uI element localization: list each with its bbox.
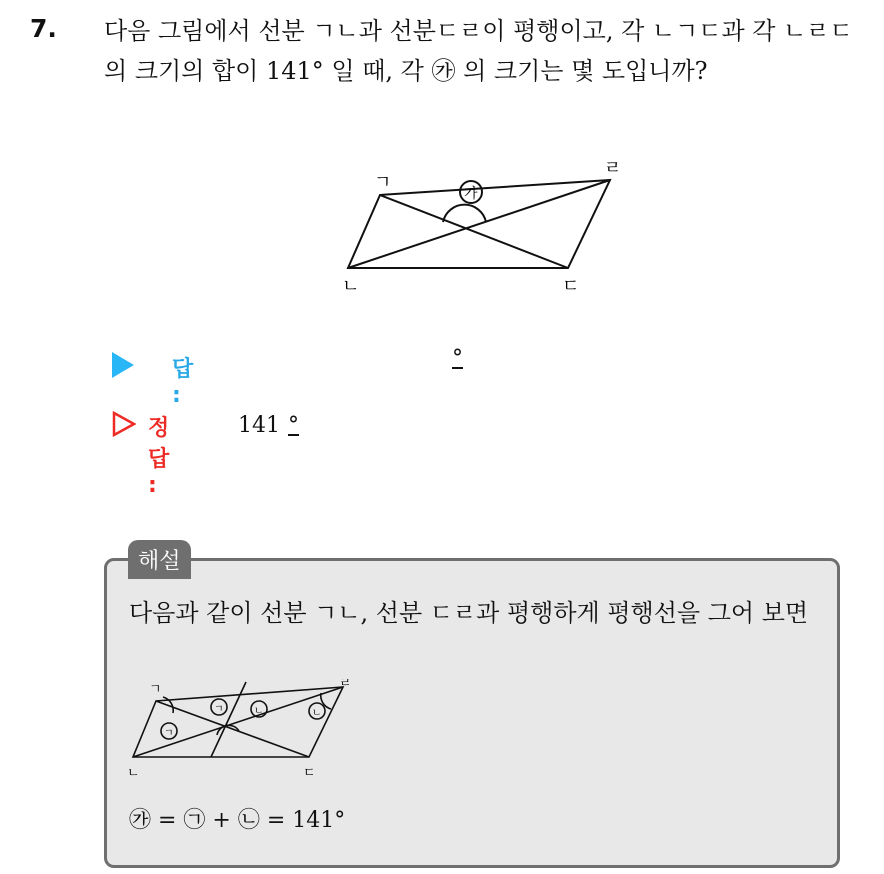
question-text: 다음 그림에서 선분 ㄱㄴ과 선분ㄷㄹ이 평행이고, 각 ㄴㄱㄷ과 각 ㄴㄹㄷ의 크기의 합이 141° 일 때, 각 ㉮ 의 크기는 몇 도입니까? bbox=[104, 17, 853, 85]
exp-parallel-line bbox=[211, 682, 246, 757]
outline-triangle-icon bbox=[112, 411, 136, 437]
explanation-tab: 해설 bbox=[128, 540, 191, 579]
exp-mark-b1: ㄴ bbox=[254, 706, 264, 717]
correct-value bbox=[238, 413, 299, 438]
explanation-formula: ㉮ = ㉠ + ㉡ = 141° bbox=[129, 808, 346, 833]
exp-mark-a2: ㄱ bbox=[214, 704, 224, 715]
exp-label-r: ㄹ bbox=[339, 679, 352, 691]
exp-mark-a1: ㄱ bbox=[164, 728, 174, 739]
angle-label: 가 bbox=[464, 186, 478, 202]
exp-label-d: ㄷ bbox=[303, 766, 316, 781]
exp-label-g: ㄱ bbox=[149, 682, 162, 697]
answer-row bbox=[112, 346, 463, 408]
explanation-text: 다음과 같이 선분 ㄱㄴ, 선분 ㄷㄹ과 평행하게 평행선을 그어 보면 bbox=[129, 599, 809, 627]
answer-label: 답 : bbox=[172, 357, 194, 408]
correct-label: 정답 : bbox=[148, 416, 170, 498]
explanation-panel bbox=[104, 558, 840, 868]
vertex-label-g: ㄱ bbox=[374, 172, 392, 193]
explanation-figure bbox=[121, 679, 381, 789]
diagonal-n-r bbox=[348, 180, 610, 268]
correct-number: 141 bbox=[238, 413, 280, 438]
correct-unit: ° bbox=[288, 413, 299, 438]
exp-arc-b2 bbox=[321, 693, 331, 709]
vertex-label-d: ㄷ bbox=[562, 276, 580, 297]
vertex-label-n: ㄴ bbox=[342, 276, 360, 297]
filled-triangle-icon bbox=[112, 352, 134, 378]
question-number: 7. bbox=[30, 14, 57, 43]
angle-arc bbox=[443, 205, 486, 222]
exp-mark-b2: ㄴ bbox=[312, 708, 322, 719]
correct-answer-row bbox=[112, 411, 299, 498]
exp-label-n: ㄴ bbox=[127, 766, 140, 781]
vertex-label-r: ㄹ bbox=[604, 158, 622, 179]
answer-unit: ° bbox=[452, 346, 463, 371]
question-figure bbox=[330, 150, 650, 300]
